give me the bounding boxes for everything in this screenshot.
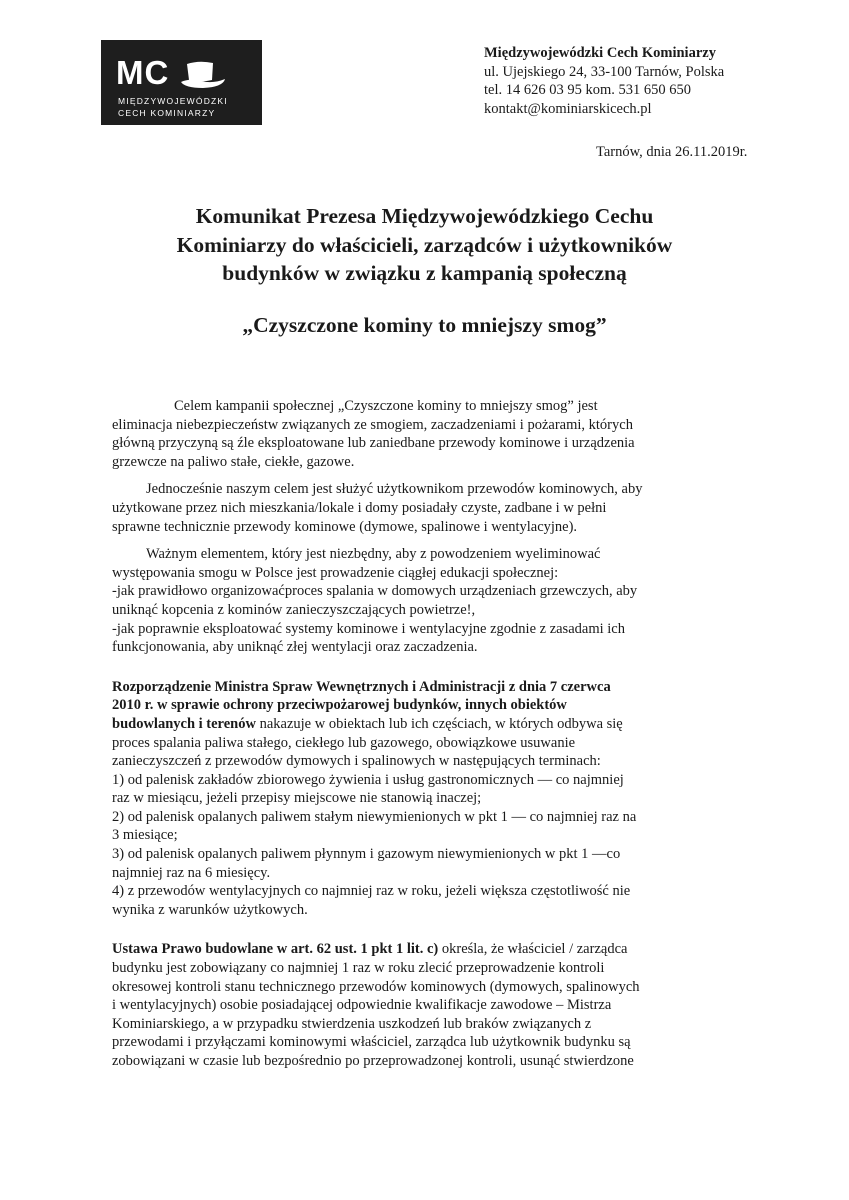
sender-address: ul. Ujejskiego 24, 33-100 Tarnów, Polska <box>484 63 725 80</box>
paragraph-line: -jak poprawnie eksploatować systemy kominowe i wentylacyjne zgodnie z zasadami ich <box>112 620 625 637</box>
paragraph-line: okresowej kontroli stanu technicznego przewodów kominowych (dymowych, spalinowych <box>112 978 640 995</box>
document-body <box>112 397 752 1071</box>
paragraph-line: budynku jest zobowiązany co najmniej 1 raz w roku zlecić przeprowadzenie kontroli <box>112 960 605 977</box>
paragraph-line: i wentylacyjnych) osobie posiadającej odpowiednie kwalifikacje zawodowe – Mistrza <box>112 997 612 1014</box>
title-line: Komunikat Prezesa Międzywojewódzkiego Cechu <box>195 204 654 228</box>
paragraph-line: 2) od palenisk opalanych paliwem stałym niewymienionych w pkt 1 — co najmniej raz na <box>112 808 637 825</box>
paragraph-line: proces spalania paliwa stałego, ciekłego lub gazowego, obowiązkowe usuwanie <box>112 734 576 751</box>
paragraph-line: najmniej raz na 6 miesięcy. <box>112 864 271 881</box>
sender-name: Międzywojewódzki Cech Kominiarzy <box>484 45 716 61</box>
paragraph-line: uniknąć kopcenia z kominów zanieczyszczających powietrze!, <box>112 601 476 618</box>
logo-mc: MC <box>116 54 170 91</box>
paragraph-line: funkcjonowania, aby uniknąć złej wentylacji oraz zaczadzenia. <box>112 639 478 656</box>
paragraph-line: wynika z warunków użytkowych. <box>112 901 308 918</box>
paragraph-line <box>112 940 752 959</box>
paragraph-line <box>112 678 752 697</box>
paragraph-line: Celem kampanii społecznej „Czyszczone kominy to mniejszy smog” jest <box>174 398 598 414</box>
paragraph-line: 3 miesiące; <box>112 827 178 844</box>
paragraph-line: 1) od palenisk zakładów zbiorowego żywienia i usług gastronomicznych — co najmniej <box>112 771 624 788</box>
paragraph-line: eliminacja niebezpieczeństw związanych ze smogiem, zaczadzeniami i pożarami, których <box>112 416 633 433</box>
paragraph-line: zobowiązani w czasie lub bezpośrednio po przeprowadzonej kontroli, usunąć stwierdzone <box>112 1053 634 1069</box>
regulation-title: 2010 r. w sprawie ochrony przeciwpożarowej budynków, innych obiektów <box>112 697 567 714</box>
paragraph-line <box>112 715 752 734</box>
sender-block <box>484 44 724 118</box>
paragraph-line: sprawne technicznie przewody kominowe (dymowe, spalinowe i wentylacyjne). <box>112 518 578 535</box>
paragraph-line: grzewcze na paliwo stałe, ciekłe, gazowe. <box>112 453 355 470</box>
paragraph-line: przewodami i przyłączami kominowymi właściciel, zarządca lub użytkownik budynku są <box>112 1034 631 1051</box>
logo <box>101 40 262 125</box>
law-text: określa, że właściciel / zarządca <box>438 941 628 958</box>
paragraph-line: Ważnym elementem, który jest niezbędny, aby z powodzeniem wyeliminować <box>146 546 601 563</box>
paragraph-line: zanieczyszczeń z przewodów dymowych i spalinowych w następujących terminach: <box>112 753 601 770</box>
sender-email: kontakt@kominiarskicech.pl <box>484 100 652 117</box>
paragraph-line: użytkowane przez nich mieszkania/lokale i domy posiadały czyste, zadbane i w pełni <box>112 499 607 516</box>
title-line: budynków w związku z kampanią społeczną <box>222 261 627 285</box>
logo-line1: MIĘDZYWOJEWÓDZKI <box>118 96 228 106</box>
paragraph-line: 3) od palenisk opalanych paliwem płynnym i gazowym niewymienionych w pkt 1 —co <box>112 846 621 863</box>
law-title: Ustawa Prawo budowlane w art. 62 ust. 1 pkt 1 lit. c) <box>112 941 439 958</box>
paragraph-line: -jak prawidłowo organizowaćproces spalania w domowych urządzeniach grzewczych, aby <box>112 583 638 600</box>
document-title <box>100 202 749 288</box>
title-line: Kominiarzy do właścicieli, zarządców i użytkowników <box>176 232 673 257</box>
top-hat-icon <box>179 60 227 90</box>
paragraph-line <box>112 696 752 715</box>
regulation-title: Rozporządzenie Ministra Spraw Wewnętrznych i Administracji z dnia 7 czerwca <box>112 678 611 695</box>
regulation-title: budowlanych i terenów <box>112 715 256 732</box>
paragraph-line: Jednocześnie naszym celem jest służyć użytkownikom przewodów kominowych, aby <box>146 481 643 498</box>
paragraph-line: występowania smogu w Polsce jest prowadzenie ciągłej edukacji społecznej: <box>112 564 559 581</box>
sender-phone: tel. 14 626 03 95 kom. 531 650 650 <box>484 82 692 98</box>
paragraph-line: główną przyczyną są źle eksploatowane lub zaniedbane przewody kominowe i urządzenia <box>112 435 635 452</box>
paragraph-line: raz w miesiącu, jeżeli przepisy miejscowe nie stanowią inaczej; <box>112 790 482 807</box>
campaign-slogan: „Czyszczone kominy to mniejszy smog” <box>242 313 607 337</box>
regulation-text: nakazuje w obiektach lub ich częściach, w których odbywa się <box>255 715 623 732</box>
logo-line2: CECH KOMINIARZY <box>118 108 216 118</box>
paragraph-line: 4) z przewodów wentylacyjnych co najmniej raz w roku, jeżeli większa częstotliwość nie <box>112 883 631 900</box>
document-date: Tarnów, dnia 26.11.2019r. <box>596 144 748 160</box>
paragraph-line: Kominiarskiego, a w przypadku stwierdzenia uszkodzeń lub braków związanych z <box>112 1015 592 1032</box>
